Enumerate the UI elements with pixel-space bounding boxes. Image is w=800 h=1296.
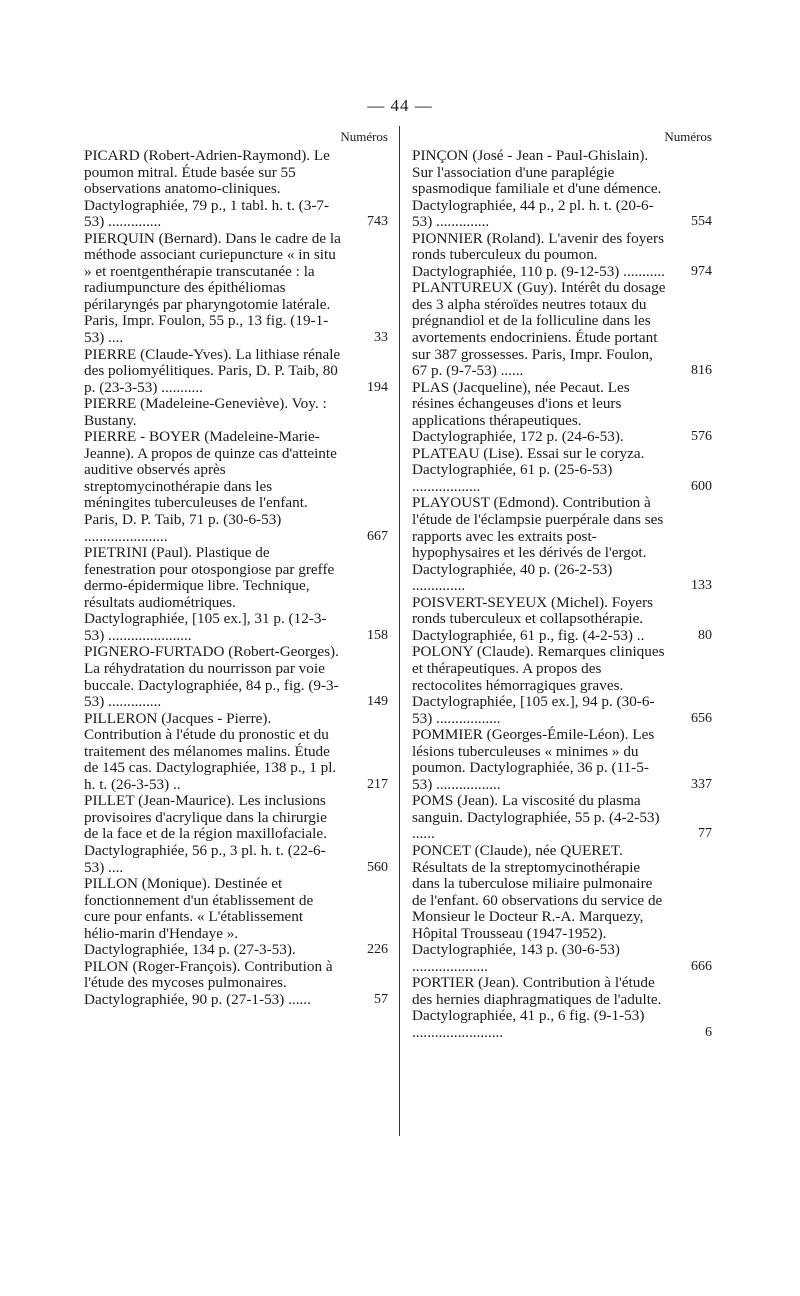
entry-number: 217 <box>367 776 388 792</box>
entry-author: PIERRE (Claude-Yves). <box>84 345 232 363</box>
entry-number: 974 <box>691 263 712 279</box>
entry-author: PLAYOUST (Edmond). <box>412 494 559 512</box>
entry-number: 149 <box>367 694 388 710</box>
entry-author: PIGNERO-FURTADO (Robert-Georges). <box>84 643 339 661</box>
bibliography-entry <box>412 595 712 645</box>
entry-author: PILON (Roger-François). <box>84 957 241 975</box>
entry-text: Intérêt du dosage des 3 alpha stéroïdes neutres totaux du prégnandiol et de la folliculine dans les avortements endocriniens. Étude portant sur 387 grossesses. Paris, Impr. Foulon, 67 p. (9-7-53) ...... <box>412 279 666 380</box>
right-column <box>412 126 712 1042</box>
bibliography-entry <box>412 148 712 231</box>
bibliography-entry <box>412 843 712 975</box>
bibliography-entry <box>412 975 712 1041</box>
entry-number: 656 <box>691 710 712 726</box>
entry-author: PILLON (Monique). <box>84 875 211 893</box>
entry-number: 33 <box>374 330 388 346</box>
entry-text: Sur l'association d'une paraplégie spasmodique familiale et d'une démence. Dactylographiée, 44 p., 2 pl. h. t. (20-6-53) .............. <box>412 163 662 231</box>
bibliography-entry <box>84 959 388 1009</box>
entry-text: A propos de quinze cas d'atteinte auditive observés après streptomycinothérapie dans les méningites tuberculeuses de l'enfant. Paris, D. P. Taib, 71 p. (30-6-53) ...................... <box>84 444 337 545</box>
entry-text: Le poumon mitral. Étude basée sur 55 observations anatomo-cliniques. Dactylographiée, 79 p., 1 tabl. h. t. (3-7-53) .............. <box>84 147 330 231</box>
entry-author: POISVERT-SEYEUX (Michel). <box>412 593 608 611</box>
entry-number: 600 <box>691 478 712 494</box>
entry-text: La viscosité du plasma sanguin. Dactylographiée, 55 p. (4-2-53) ...... <box>412 792 660 843</box>
entry-number: 560 <box>367 859 388 875</box>
entry-text: La lithiase rénale des poliomyélitiques. Paris, D. P. Taib, 80 p. (23-3-53) ........... <box>84 345 341 396</box>
entry-author: PIETRINI (Paul). <box>84 544 192 562</box>
entry-author: PICARD (Robert-Adrien-Raymond). <box>84 147 311 164</box>
entry-author: PINÇON (José - Jean - Paul-Ghislain). <box>412 147 649 164</box>
entry-number: 77 <box>698 826 712 842</box>
entry-author: PORTIER (Jean). <box>412 974 520 992</box>
entry-number: 133 <box>691 578 712 594</box>
entry-author: PLAS (Jacqueline), née Pecaut. <box>412 378 604 396</box>
entry-author: PONCET (Claude), née QUERET. <box>412 841 623 859</box>
bibliography-entry <box>412 793 712 843</box>
entry-author: PIONNIER (Roland). <box>412 229 545 247</box>
entry-number: 226 <box>367 942 388 958</box>
entry-author: POLONY (Claude). <box>412 643 534 661</box>
entry-text: Contribution à l'étude des hernies diaphragmatiques de l'adulte. Dactylographiée, 41 p., 6 fig. (9-1-53) ........................ <box>412 974 662 1041</box>
entry-text: Foyers ronds tuberculeux et collapsothérapie. Dactylographiée, 61 p., fig. (4-2-53) .. <box>412 593 654 644</box>
entry-author: PLATEAU (Lise). <box>412 444 524 462</box>
column-divider <box>399 126 400 1136</box>
entry-text: Plastique de fenestration pour otospongiose par greffe dermo-épidermique libre. Technique, résultats audiométriques. Dactylographiée, [105 ex.], 31 p. (12-3-53) ...................... <box>84 544 335 644</box>
bibliography-entry <box>412 446 712 496</box>
entry-number: 158 <box>367 627 388 643</box>
entry-number: 816 <box>691 363 712 379</box>
entry-text: Remarques cliniques et thérapeutiques. A propos des rectocolites hémorragiques graves. Dactylographiée, [105 ex.], 94 p. (30-6-53) ................. <box>412 643 665 727</box>
entry-text: Voy. : Bustany. <box>84 395 327 429</box>
entry-number: 80 <box>698 627 712 643</box>
bibliography-entry <box>84 545 388 644</box>
bibliography-entry <box>84 644 388 710</box>
bibliography-entry <box>84 396 388 429</box>
entry-author: PLANTUREUX (Guy). <box>412 279 558 297</box>
entry-text: L'avenir des foyers ronds tuberculeux du poumon. Dactylographiée, 110 p. (9-12-53) ........... <box>412 229 665 280</box>
left-column <box>84 126 388 1008</box>
entry-author: PIERQUIN (Bernard). <box>84 229 222 247</box>
bibliography-entry <box>84 231 388 347</box>
entry-text: Les résines échangeuses d'ions et leurs applications thérapeutiques. Dactylographiée, 172 p. (24-6-53). <box>412 378 630 446</box>
entry-author: POMMIER (Georges-Émile-Léon). <box>412 726 629 744</box>
entry-text: Destinée et fonctionnement d'un établissement de cure pour enfants. « L'établissement hélio-marin d'Hendaye ». Dactylographiée, 134 p. (27-3-53). <box>84 875 314 959</box>
column-header: Numéros <box>664 129 712 144</box>
entry-author: PILLET (Jean-Maurice). <box>84 792 235 810</box>
entry-text: Essai sur le coryza. Dactylographiée, 61 p. (25-6-53) .................. <box>412 444 645 495</box>
entry-number: 666 <box>691 958 712 974</box>
entry-text: La réhydratation du nourrisson par voie buccale. Dactylographiée, 84 p., fig. (9-3-53) .............. <box>84 659 339 711</box>
entry-number: 337 <box>691 776 712 792</box>
bibliography-entry <box>84 793 388 876</box>
entry-text: Contribution à l'étude du pronostic et du traitement des mélanomes malins. Étude de 145 cas. Dactylographiée, 138 p., 1 pl. h. t. (26-3-53) .. <box>84 726 337 793</box>
column-header: Numéros <box>340 129 388 144</box>
entry-text: Les lésions tuberculeuses « minimes » du poumon. Dactylographiée, 36 p. (11-5-53) ................. <box>412 726 655 793</box>
bibliography-entry <box>84 711 388 794</box>
entry-number: 554 <box>691 214 712 230</box>
bibliography-entry <box>412 495 712 594</box>
entry-number: 6 <box>705 1024 712 1040</box>
entry-number: 667 <box>367 528 388 544</box>
entry-text: Résultats de la streptomycinothérapie dans la tuberculose miliaire pulmonaire de l'enfant. 60 observations du service de Monsieur le Docteur R.-A. Marquezy, Hôpital Trousseau (1947-1952). Dactylographiée, 143 p. (30-6-53) .................... <box>412 858 663 975</box>
entry-text: Contribution à l'étude des mycoses pulmonaires. Dactylographiée, 90 p. (27-1-53) ...... <box>84 957 333 1008</box>
entry-list <box>412 148 712 1042</box>
page-number: — 44 — <box>367 96 433 115</box>
bibliography-entry <box>412 231 712 281</box>
entry-number: 194 <box>367 379 388 395</box>
entry-number: 743 <box>367 214 388 230</box>
entry-number: 576 <box>691 429 712 445</box>
bibliography-entry <box>84 876 388 959</box>
entry-author: PIERRE - BOYER (Madeleine-Marie-Jeanne). <box>84 428 320 462</box>
bibliography-entry <box>412 644 712 727</box>
bibliography-entry <box>412 280 712 379</box>
entry-text: Contribution à l'étude de l'éclampsie puerpérale dans ses rapports avec les extraits post-hypophysaires et les dérivés de l'ergot. Dactylographiée, 40 p. (26-2-53) .............. <box>412 494 664 595</box>
entry-author: POMS (Jean). <box>412 792 499 810</box>
entry-number: 57 <box>374 991 388 1007</box>
entry-author: PILLERON (Jacques - Pierre). <box>84 709 272 727</box>
bibliography-entry <box>84 429 388 545</box>
entry-text: Les inclusions provisoires d'acrylique dans la chirurgie de la face et de la région maxillofaciale. Dactylographiée, 56 p., 3 pl. h. t. (22-6-53) .... <box>84 792 327 876</box>
bibliography-entry <box>412 727 712 793</box>
entry-author: PIERRE (Madeleine-Geneviève). <box>84 395 289 413</box>
bibliography-entry <box>84 148 388 231</box>
entry-list <box>84 148 388 1008</box>
bibliography-entry <box>412 380 712 446</box>
bibliography-entry <box>84 347 388 397</box>
entry-text: Dans le cadre de la méthode associant curiepuncture « in situ » et roentgenthérapie transcutanée : la radiumpuncture des épithéliomas périlaryngés par pharyngotomie latérale. Paris, Impr. Foulon, 55 p., 13 fig. (19-1-53) .... <box>84 229 341 347</box>
